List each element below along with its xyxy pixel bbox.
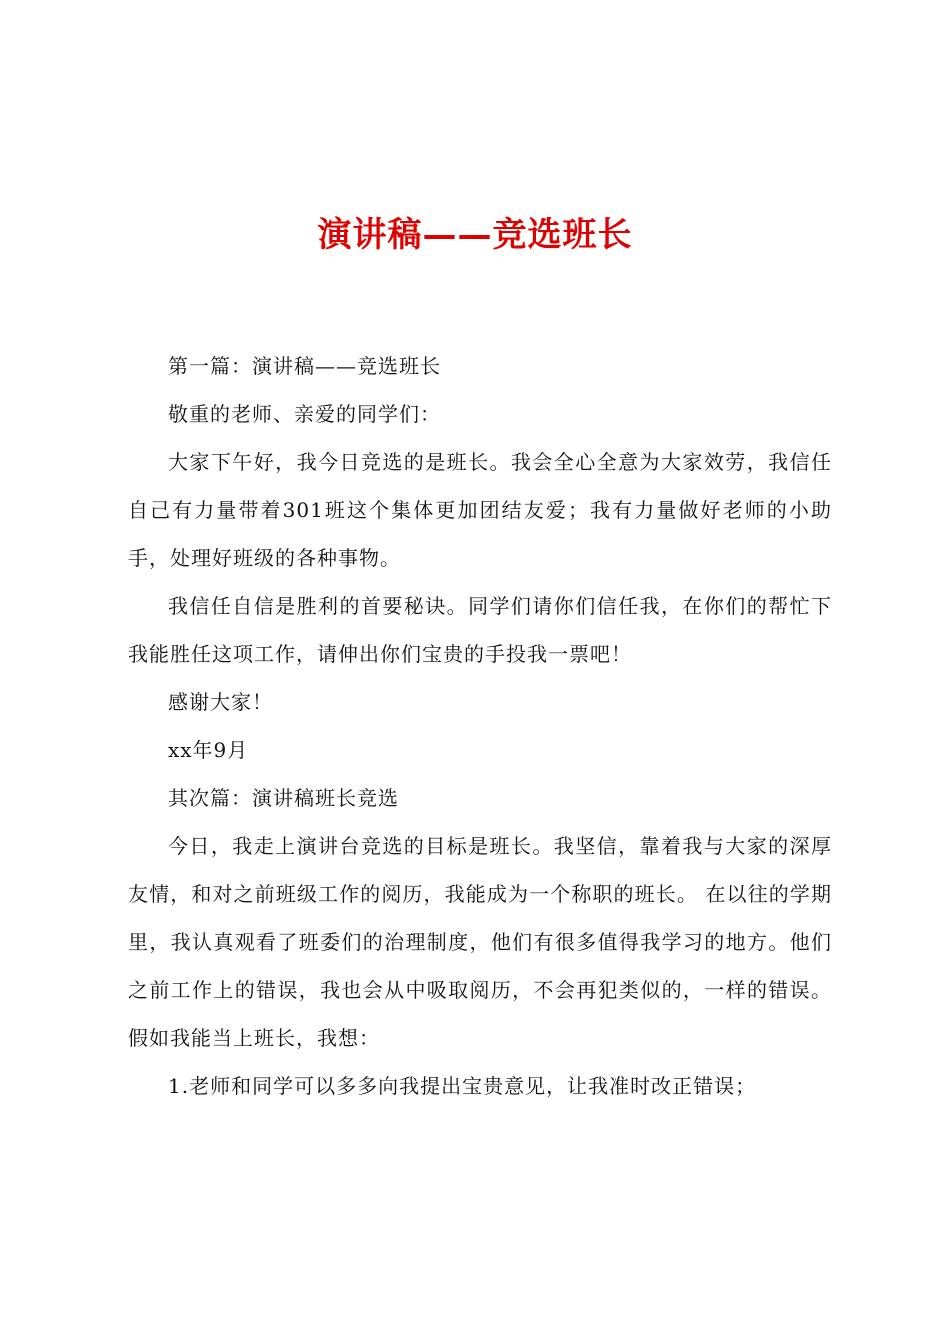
paragraph-greeting: 大家下午好，我今日竞选的是班长。我会全心全意为大家效劳，我信任自己有力量带着301班这个集体更加团结友爱；我有力量做好老师的小助手，处理好班级的各种事物。 (128, 450, 832, 570)
paragraph-section-two-heading: 其次篇：演讲稿班长竞选 (168, 786, 399, 810)
paragraph-confidence: 我信任自信是胜利的首要秘诀。同学们请你们信任我，在你们的帮忙下我能胜任这项工作，请伸出你们宝贵的手投我一票吧！ (128, 594, 832, 666)
document-body (128, 342, 832, 1110)
paragraph-salutation: 敬重的老师、亲爱的同学们： (168, 402, 441, 426)
paragraph-list-item-1: 1.老师和同学可以多多向我提出宝贵意见，让我准时改正错误； (168, 1074, 757, 1098)
paragraph-thanks: 感谢大家！ (168, 690, 273, 714)
paragraph-date: xx年9月 (168, 738, 249, 762)
paragraph-section-one-heading: 第一篇：演讲稿——竞选班长 (168, 354, 441, 378)
paragraph-goal: 今日，我走上演讲台竞选的目标是班长。我坚信，靠着我与大家的深厚友情，和对之前班级工作的阅历，我能成为一个称职的班长。 在以往的学期里，我认真观看了班委们的治理制度，他们有很多值得我学习的地方。他们之前工作上的错误，我也会从中吸取阅历，不会再犯类似的，一样的错误。假如我能当上班长，我想： (128, 834, 832, 1050)
document-title: 演讲稿——竞选班长 (317, 215, 633, 255)
